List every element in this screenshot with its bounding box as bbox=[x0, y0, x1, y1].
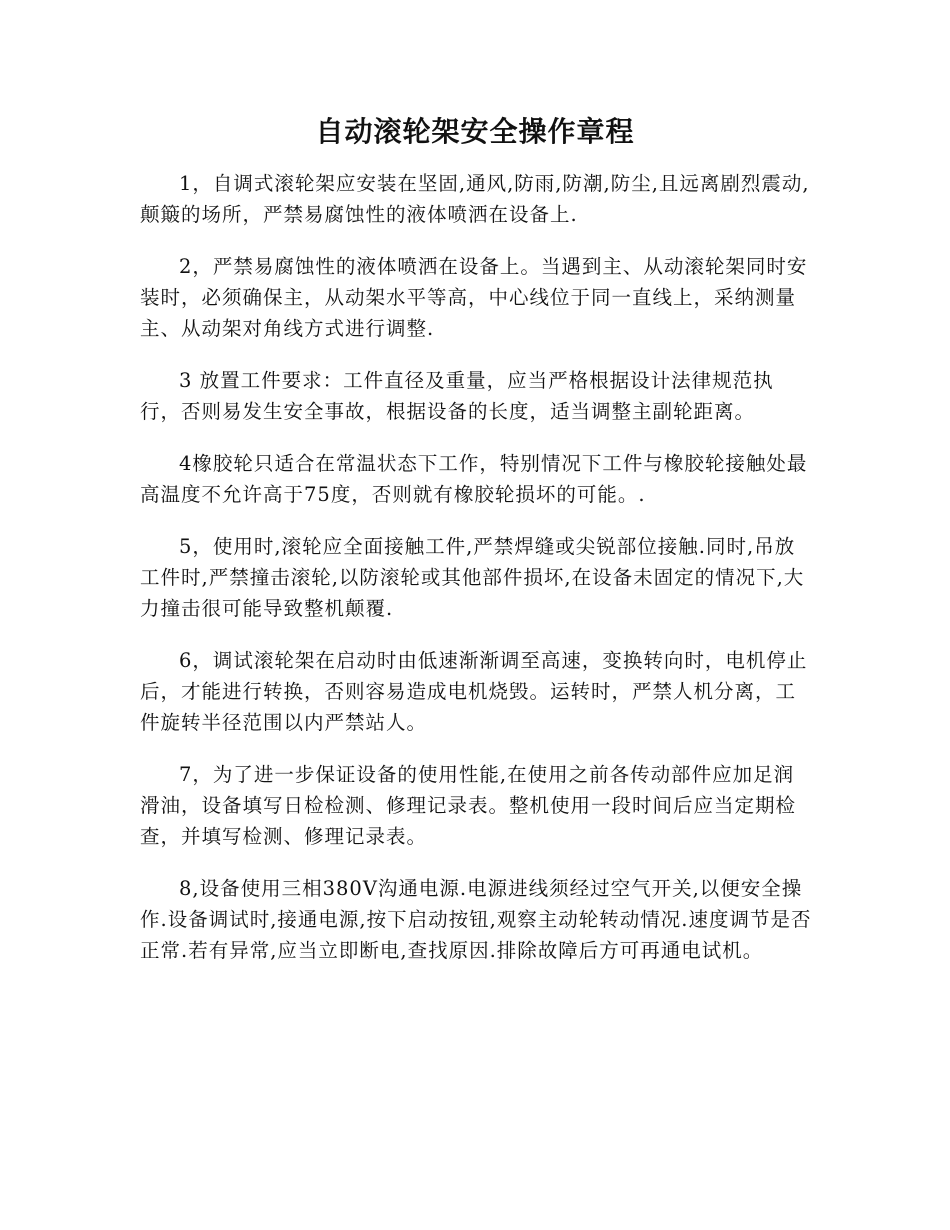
paragraph-1: 1，自调式滚轮架应安装在坚固,通风,防雨,防潮,防尘,且远离剧烈震动,颠簸的场所，严禁易腐蚀性的液体喷洒在设备上. bbox=[140, 172, 810, 226]
paragraph-7: 7，为了进一步保证设备的使用性能,在使用之前各传动部件应加足润滑油，设备填写日检检测、修理记录表。整机使用一段时间后应当定期检查，并填写检测、修理记录表。 bbox=[140, 763, 797, 848]
paragraph-4: 4橡胶轮只适合在常温状态下工作，特别情况下工件与橡胶轮接触处最高温度不允许高于75度，否则就有橡胶轮损坏的可能。. bbox=[140, 452, 808, 506]
paragraph-3: 3 放置工件要求：工件直径及重量，应当严格根据设计法律规范执行，否则易发生安全事故，根据设备的长度，适当调整主副轮距离。 bbox=[140, 369, 774, 423]
document-body bbox=[140, 168, 812, 987]
paragraph-6: 6，调试滚轮架在启动时由低速渐渐调至高速，变换转向时，电机停止后，才能进行转换，否则容易造成电机烧毁。运转时，严禁人机分离，工件旋转半径范围以内严禁站人。 bbox=[140, 649, 808, 734]
document-title: 自动滚轮架安全操作章程 bbox=[315, 115, 635, 148]
paragraph-8: 8,设备使用三相380V沟通电源.电源进线须经过空气开关,以便安全操作.设备调试时,接通电源,按下启动按钮,观察主动轮转动情况.速度调节是否正常.若有异常,应当立即断电,查找原因.排除故障后方可再通电试机。 bbox=[140, 877, 812, 962]
paragraph-5: 5，使用时,滚轮应全面接触工件,严禁焊缝或尖锐部位接触.同时,吊放工件时,严禁撞击滚轮,以防滚轮或其他部件损坏,在设备未固定的情况下,大力撞击很可能导致整机颠覆. bbox=[140, 535, 805, 620]
paragraph-2: 2，严禁易腐蚀性的液体喷洒在设备上。当遇到主、从动滚轮架同时安装时，必须确保主，从动架水平等高，中心线位于同一直线上，采纳测量主、从动架对角线方式进行调整. bbox=[140, 255, 808, 340]
